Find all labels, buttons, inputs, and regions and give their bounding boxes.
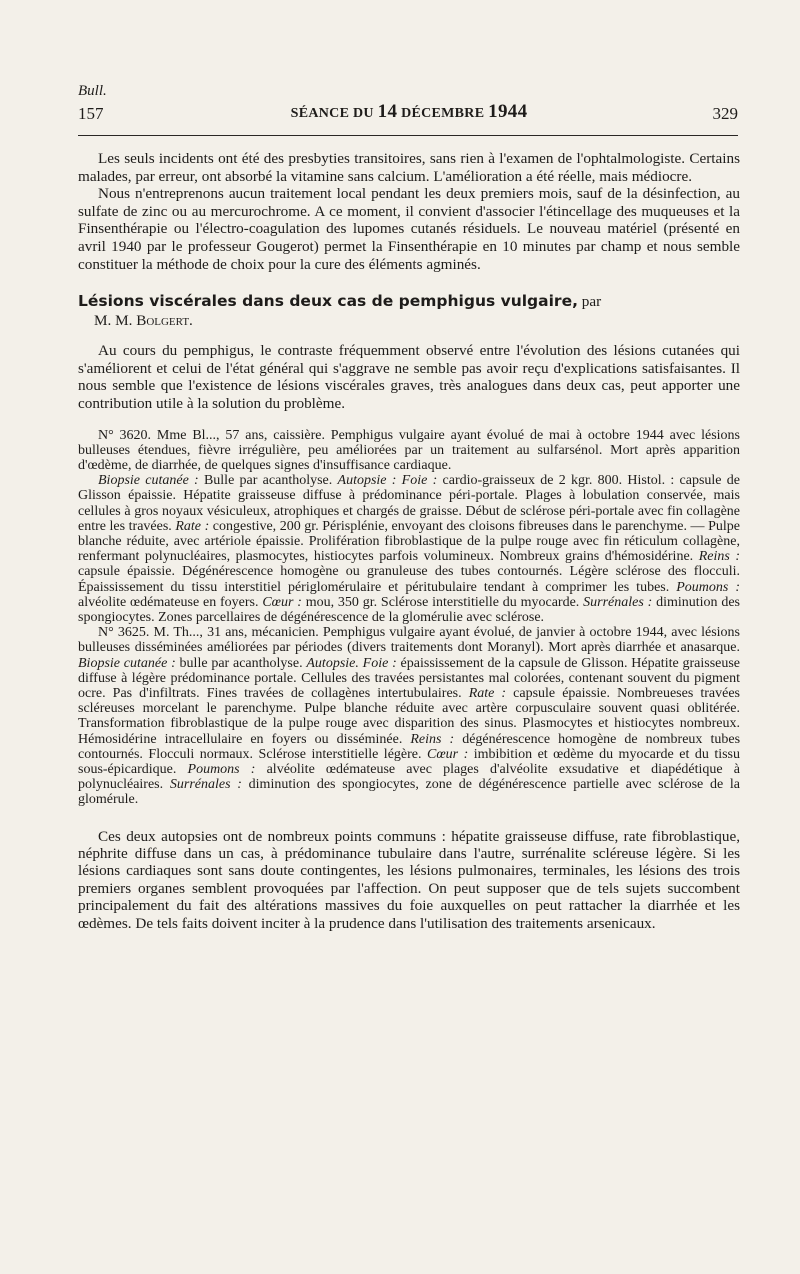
text: Bulle par acantholyse. (198, 473, 338, 489)
header-rule (78, 135, 738, 136)
text: cardio-graisseux de 2 kgr. 800. Histol. : capsule de Glisson épaissie. Hépatite graisseuse diffuse à prédominance péri-portale. Plages à lobulation conservée, mais cellules à gros noyaux vésiculeux, atrophiques et chargés de graisse. Début de sclérose péri-portale avec fin collagène entre les travées. (78, 473, 740, 534)
text: mou, 350 gr. Sclérose interstitielle du myocarde. (301, 594, 584, 610)
journal-abbrev: Bull. (78, 83, 107, 99)
text: imbibition et œdème du myocarde et du tissu sous-épicardique. (78, 746, 740, 777)
page-number: 329 (712, 104, 738, 123)
text: bulle par acantholyse. (175, 655, 307, 671)
left-number: 157 (78, 104, 104, 123)
label: Surrénales : (169, 777, 242, 793)
case-1 (78, 428, 740, 474)
journal-label (78, 82, 740, 100)
article-author: M. M. Bolgert. (94, 312, 193, 330)
case-2 (78, 625, 740, 807)
case-1-intro: N° 3620. Mme Bl..., 57 ans, caissière. Pemphigus vulgaire ayant évolué de mai à octobre 1944 avec lésions bulleuses étendues, fièvre irrégulière, peu améliorées par un traitement au sulfarsénol. Mort après apparition d'œdème, de diarrhée, de quelques signes d'insuffisance cardiaque. (78, 427, 740, 473)
case-reports (78, 428, 740, 808)
session-title (78, 100, 740, 126)
label: Surrénales : (583, 594, 653, 610)
conclusion (78, 828, 740, 932)
label: Autopsie. Foie : (306, 655, 397, 671)
session-year: 1944 (488, 101, 528, 122)
label: Biopsie cutanée : (78, 655, 176, 671)
label: Autopsie : Foie : (337, 473, 438, 489)
article-intro (78, 342, 740, 412)
paragraph: Ces deux autopsies ont de nombreux points communs : hépatite graisseuse diffuse, rate fibroblastique, néphrite diffuse dans un cas, à prédominance tubulaire dans l'autre, surrénalite scléreuse légère. Si les lésions cardiaques sont sans doute contingentes, les lésions pulmonaires, terminales, les lésions des trois premiers organes semblent provoquées par l'affection. On peut supposer que de tels sujets succombent principalement du fait des altérations massives du foie auxquelles on peut rattacher la diarrhée et les œdèmes. De tels faits doivent inciter à la prudence dans l'utilisation des traitements arsenicaux. (78, 827, 740, 932)
paragraph: Au cours du pemphigus, le contraste fréquemment observé entre l'évolution des lésions cutanées qui s'améliorent et celui de l'état général qui s'aggrave ne semble pas avoir reçu d'explications satisfaisantes. Il nous semble que l'existence de lésions viscérales graves, très analogues dans deux cas, peut apporter une contribution utile à la solution du problème. (78, 342, 740, 412)
label: Rate : (175, 518, 210, 534)
article-par: par (581, 293, 602, 311)
text: diminution des spongiocytes. Zones parcellaires de dégénérescence de la glomérulie avec sclérose. (78, 594, 740, 625)
text: capsule épaissie. Dégénérescence homogène ou granuleuse des tubes contournés. Légère sclérose des flocculi. Épaississement du tissu interstitiel périglomérulaire et péritubulaire tendant à comprimer les tubes. (78, 564, 740, 595)
text: congestive, 200 gr. Périsplénie, envoyant des cloisons fibreuses dans le parenchyme. — Pulpe blanche réduite, avec artériole épaissie. Prolifération fibroblastique de la pulpe rouge avec fin réticulum collagène, renfermant polynucléaires, plasmocytes, histiocytes parfois volumineux. Nombreux grains d'hémosidérine. (78, 518, 740, 565)
page (78, 82, 740, 932)
session-prefix: SÉANCE DU (290, 106, 374, 121)
label: Reins : (410, 731, 455, 747)
label: Reins : (698, 549, 740, 565)
case-1-findings (78, 473, 740, 625)
label: Poumons : (676, 579, 740, 595)
text: dégénérescence homogène de nombreux tubes contournés. Flocculi normaux. Sclérose interstitielle légère. (78, 731, 741, 762)
label: Cœur : (262, 594, 302, 610)
label: Poumons : (187, 762, 256, 777)
paragraph: Nous n'entreprenons aucun traitement local pendant les deux premiers mois, sauf de la désinfection, au sulfate de zinc ou au mercurochrome. A ce moment, il convient d'associer l'étincellage des muqueuses et la Finsenthérapie ou l'électro-coagulation des lupomes cutanés résiduels. Le nouveau matériel (présenté en avril 1940 par le professeur Gougerot) permet la Finsenthérapie en 10 minutes par champ et nous semble constituer la méthode de choix pour la cure des éléments agminés. (78, 185, 740, 273)
label: Cœur : (426, 746, 469, 762)
text: diminution des spongiocytes, zone de dégénérescence partielle avec sclérose de la glomérule. (78, 777, 741, 808)
paragraph: Les seuls incidents ont été des presbyties transitoires, sans rien à l'examen de l'ophtalmologiste. Certains malades, par erreur, ont absorbé la vitamine sans calcium. L'amélioration a été réelle, mais médiocre. (78, 150, 740, 185)
text: alvéolite œdémateuse en foyers. (78, 594, 263, 610)
session-month: DÉCEMBRE (401, 106, 485, 121)
text: capsule épaissie. Nombreueses travées scléreuses morcelant le parenchyme. Pulpe blanche réduite avec artère corpusculaire souvent quasi oblitérée. Transformation fibroblastique de la pulpe rouge avec disparition des sinus. Plasmocytes et histiocytes nombreux. Hémosidérine intracellulaire en foyers ou disséminée. (78, 685, 740, 747)
text: épaississement de la capsule de Glisson. Hépatite graisseuse diffuse à légère prédominance portale. Cellules des travées persistantes mal colorées, contenant souvent du pigment ocre. Pas d'infiltrats. Fines travées de collagènes intertubulaires. (78, 655, 741, 701)
previous-article-end (78, 150, 740, 273)
label: Biopsie cutanée : (98, 473, 199, 489)
running-header (78, 100, 740, 124)
text: alvéolite œdémateuse avec plages d'alvéolite exsudative et diapédétique à polynucléaires. (78, 762, 741, 793)
session-day: 14 (377, 101, 398, 122)
label: Rate : (468, 685, 507, 701)
case-2-intro: N° 3625. M. Th..., 31 ans, mécanicien. Pemphigus vulgaire ayant évolué, de janvier à octobre 1944, avec lésions bulleuses disséminées améliorées par périodes (divers traitements dont Moranyl). Mort après diarrhée et anasarque. (78, 625, 740, 656)
article-title: Lésions viscérales dans deux cas de pemphigus vulgaire, (78, 292, 578, 311)
article-heading (78, 292, 740, 330)
